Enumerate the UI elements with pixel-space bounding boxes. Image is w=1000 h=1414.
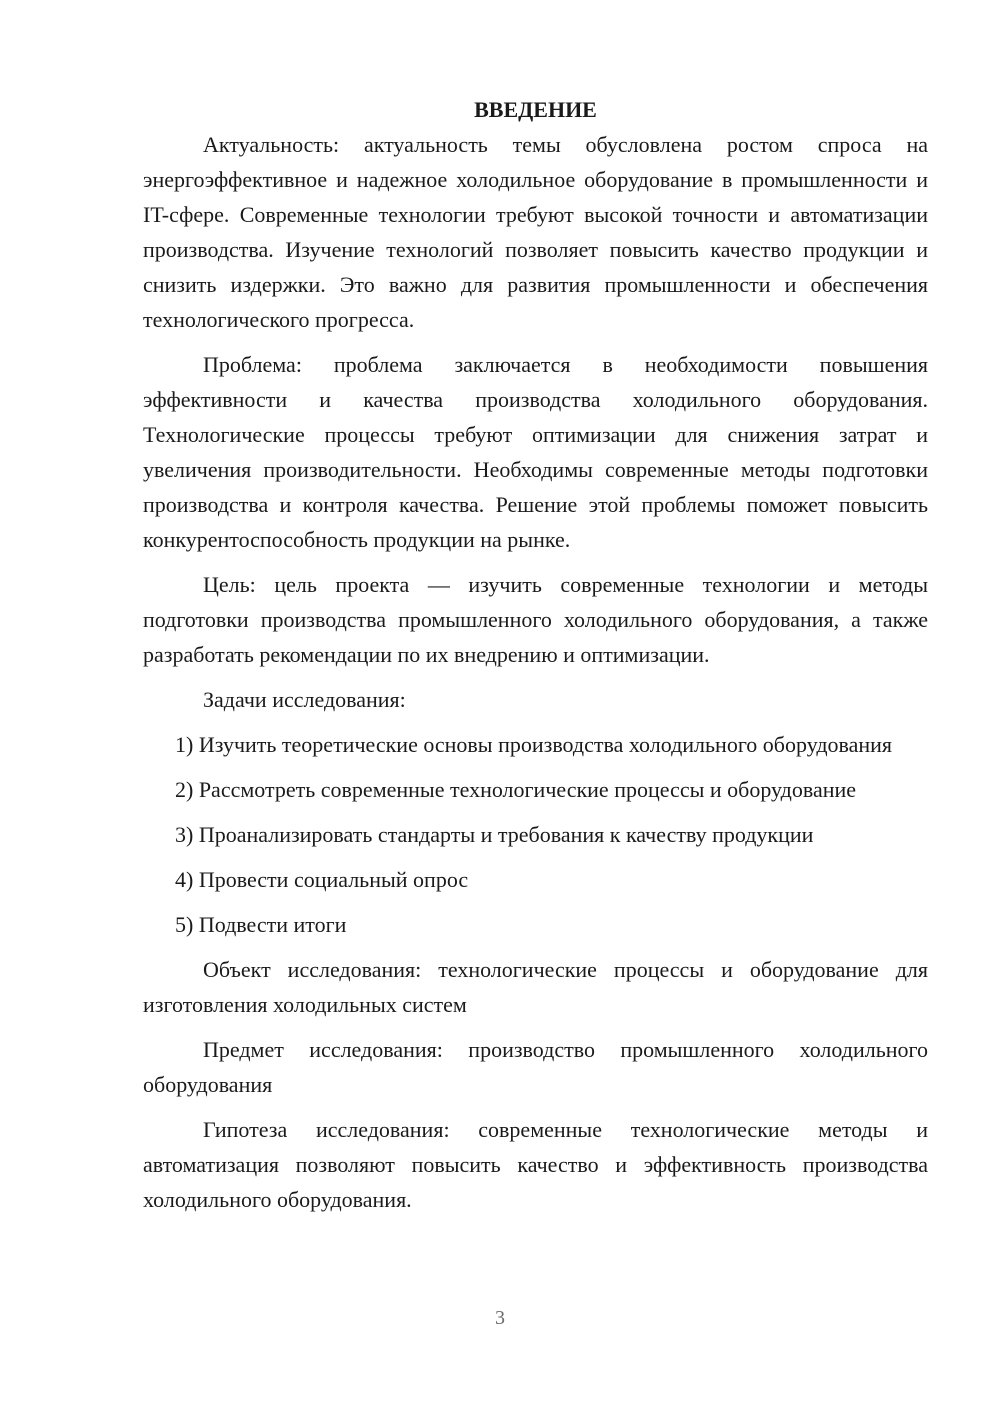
paragraph-relevance: Актуальность: актуальность темы обусловлена ростом спроса на энергоэффективное и надежное холодильное оборудование в промышленности и IT-сфере. Современные технологии требуют высокой точности и автоматизации производства. Изучение технологий позволяет повысить качество продукции и снизить издержки. Это важно для развития промышленности и обеспечения технологического прогресса. [143, 132, 928, 332]
paragraph-goal: Цель: цель проекта — изучить современные технологии и методы подготовки производства промышленного холодильного оборудования, а также разработать рекомендации по их внедрению и оптимизации. [143, 572, 928, 667]
tasks-heading: Задачи исследования: [203, 687, 406, 712]
paragraph-problem: Проблема: проблема заключается в необходимости повышения эффективности и качества производства холодильного оборудования. Технологические процессы требуют оптимизации для снижения затрат и увеличения производительности. Необходимы современные методы подготовки производства и контроля качества. Решение этой проблемы поможет повысить конкурентоспособность продукции на рынке. [143, 352, 928, 552]
task-item-2: 2) Рассмотреть современные технологические процессы и оборудование [175, 777, 857, 802]
paragraph-object: Объект исследования: технологические процессы и оборудование для изготовления холодильных систем [143, 957, 928, 1017]
task-item-5: 5) Подвести итоги [175, 912, 347, 937]
task-item-1: 1) Изучить теоретические основы производства холодильного оборудования [175, 732, 893, 757]
task-item-4: 4) Провести социальный опрос [175, 867, 469, 892]
document-page [143, 92, 928, 1227]
section-title: ВВЕДЕНИЕ [474, 97, 597, 122]
task-item-3: 3) Проанализировать стандарты и требования к качеству продукции [175, 822, 814, 847]
paragraph-hypothesis: Гипотеза исследования: современные технологические методы и автоматизация позволяют повысить качество и эффективность производства холодильного оборудования. [143, 1117, 928, 1212]
paragraph-subject: Предмет исследования: производство промышленного холодильного оборудования [143, 1037, 928, 1097]
page-number: 3 [495, 1307, 505, 1329]
